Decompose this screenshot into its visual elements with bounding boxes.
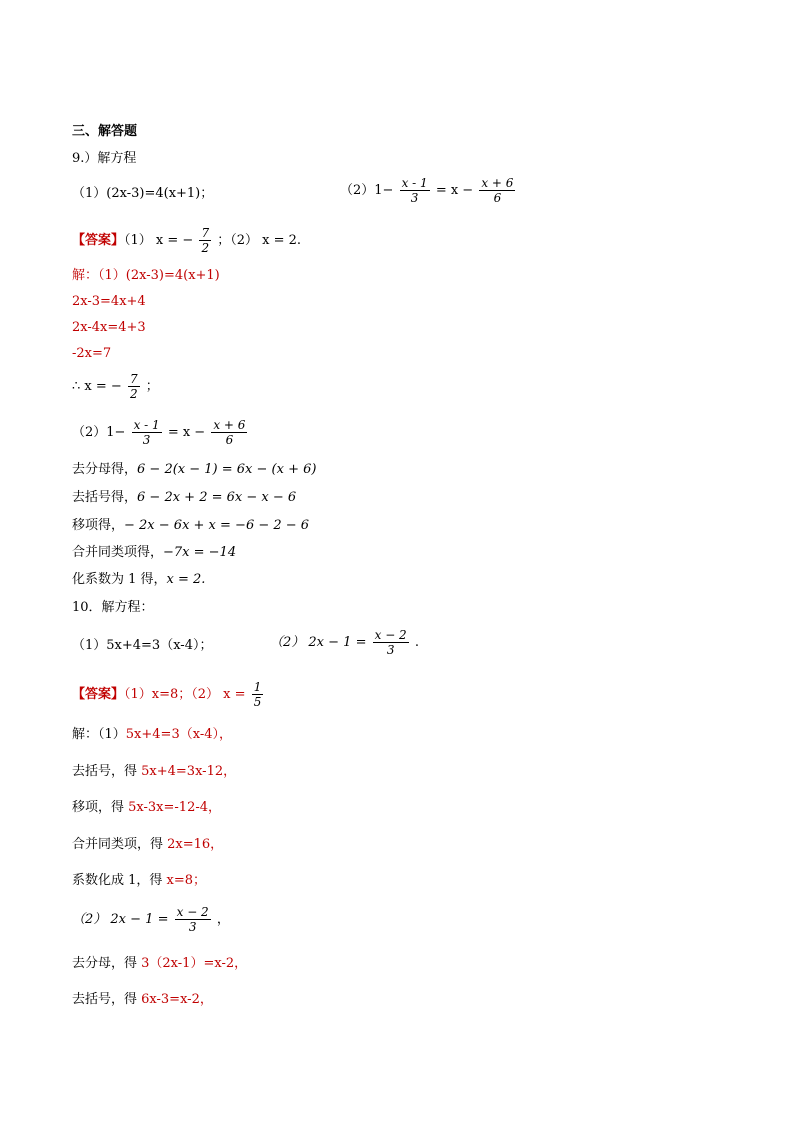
- fraction-denominator: 3: [410, 191, 419, 205]
- q10-r2: [72, 800, 221, 816]
- step-label: 化系数为 1 得，: [72, 572, 167, 587]
- q10-answer-a: （1）x=8；（2） x =: [124, 687, 246, 702]
- step-expression: 2x=16，: [167, 837, 224, 852]
- step-label: 去括号，得: [72, 764, 142, 779]
- q10-part2-fraction: [175, 905, 211, 934]
- q9-label: 9.）解方程: [72, 151, 137, 166]
- q10-answer: [72, 680, 265, 709]
- q10-answer-fraction: [252, 680, 264, 709]
- fraction-numerator: x - 1: [133, 418, 160, 432]
- answer-tag: 【答案】: [72, 687, 125, 702]
- step-expression: 6 − 2x + 2 = 6x − x − 6: [137, 490, 297, 505]
- q9-answer-b: ；（2） x = 2.: [217, 233, 302, 248]
- fraction-numerator: 7: [201, 226, 210, 240]
- step-expression: 5x+4=3x-12，: [141, 764, 237, 779]
- q10-solution-intro: [72, 727, 232, 743]
- fraction-numerator: x − 2: [176, 905, 209, 919]
- q10-part2-suffix: ，: [216, 912, 230, 927]
- section-title: 三、解答题: [72, 124, 138, 139]
- q9-part2-prefix: （2）1−: [72, 425, 126, 440]
- step-label: 去分母得，: [72, 462, 138, 477]
- step-label: 合并同类项，得: [72, 837, 168, 852]
- step-label: 去分母，得: [72, 956, 142, 971]
- fraction-denominator: 3: [142, 433, 151, 447]
- q9-step-4-prefix: ∴ x = −: [72, 379, 122, 394]
- step-label: 移项得，: [72, 518, 125, 533]
- q9-t5: [72, 572, 205, 588]
- q10-p2-suffix: .: [414, 635, 419, 650]
- q9-step-4-fraction: [128, 372, 140, 401]
- step-label: 移项，得: [72, 800, 129, 815]
- q10-problem-1: （1）5x+4=3（x-4）；: [72, 638, 213, 653]
- q9-p2-mid: = x −: [435, 183, 474, 198]
- q9-step-4-suffix: ；: [145, 379, 159, 394]
- answer-tag: 【答案】: [72, 233, 125, 248]
- q10-r3: [72, 837, 223, 853]
- fraction-numerator: 7: [129, 372, 138, 386]
- q9-solution-intro: 解：（1）(2x-3)=4(x+1): [72, 268, 220, 283]
- q9-part2-fraction-2: [211, 418, 247, 447]
- q10-label: 10．解方程：: [72, 600, 154, 615]
- q9-t2: [72, 490, 296, 506]
- q10-r5: [72, 956, 247, 972]
- fraction-numerator: x - 1: [401, 176, 428, 190]
- step-expression: 5x+4=3（x-4），: [125, 727, 232, 742]
- q9-answer: [72, 226, 301, 255]
- step-expression: − 2x − 6x + x = −6 − 2 − 6: [124, 518, 310, 533]
- q9-part2-restated: [72, 418, 249, 447]
- q9-answer-a: （1） x = −: [124, 233, 194, 248]
- step-expression: 3（2x-1）=x-2，: [141, 956, 248, 971]
- q9-p2-fraction-1: [400, 176, 430, 205]
- q9-problem-2: [340, 176, 517, 205]
- step-expression: x=8；: [166, 873, 207, 888]
- q9-part2-fraction-1: [132, 418, 162, 447]
- q9-t4: [72, 545, 236, 561]
- fraction-numerator: x − 2: [374, 628, 407, 642]
- step-label: 合并同类项得，: [72, 545, 164, 560]
- fraction-denominator: 2: [201, 241, 210, 255]
- fraction-denominator: 3: [386, 643, 395, 657]
- step-label: 解：（1）: [72, 727, 126, 742]
- q9-t1: [72, 462, 316, 478]
- q10-part2-restated: [72, 905, 230, 934]
- fraction-denominator: 6: [225, 433, 234, 447]
- step-expression: x = 2.: [166, 572, 206, 587]
- fraction-denominator: 6: [493, 191, 502, 205]
- q10-r6: [72, 992, 213, 1008]
- step-expression: 6 − 2(x − 1) = 6x − (x + 6): [137, 462, 317, 477]
- fraction-denominator: 3: [188, 920, 197, 934]
- q9-p2-fraction-2: [479, 176, 515, 205]
- step-expression: −7x = −14: [163, 545, 237, 560]
- fraction-denominator: 2: [129, 387, 138, 401]
- q10-problem-2: [270, 628, 419, 657]
- fraction-denominator: 5: [253, 695, 262, 709]
- step-label: 去括号得，: [72, 490, 138, 505]
- q9-step-1: 2x-3=4x+4: [72, 294, 146, 309]
- q10-r1: [72, 764, 236, 780]
- q9-t3: [72, 518, 309, 534]
- fraction-numerator: 1: [253, 680, 262, 694]
- q10-p2-prefix: （2） 2x − 1 =: [270, 635, 367, 650]
- q9-answer-fraction: [199, 226, 211, 255]
- fraction-numerator: x + 6: [481, 176, 514, 190]
- q9-p2-prefix: （2）1−: [340, 183, 394, 198]
- q10-part2-prefix: （2） 2x − 1 =: [72, 912, 169, 927]
- step-expression: 6x-3=x-2，: [141, 992, 213, 1007]
- step-label: 系数化成 1，得: [72, 873, 167, 888]
- q10-r4: [72, 873, 206, 889]
- step-expression: 5x-3x=-12-4，: [128, 800, 222, 815]
- q9-step-3: -2x=7: [72, 346, 112, 361]
- q9-step-2: 2x-4x=4+3: [72, 320, 146, 335]
- step-label: 去括号，得: [72, 992, 142, 1007]
- q10-p2-fraction: [373, 628, 409, 657]
- fraction-numerator: x + 6: [213, 418, 246, 432]
- q9-problem-1: （1）(2x-3)=4(x+1)；: [72, 186, 214, 201]
- q9-part2-mid: = x −: [167, 425, 206, 440]
- q9-step-4: [72, 372, 159, 401]
